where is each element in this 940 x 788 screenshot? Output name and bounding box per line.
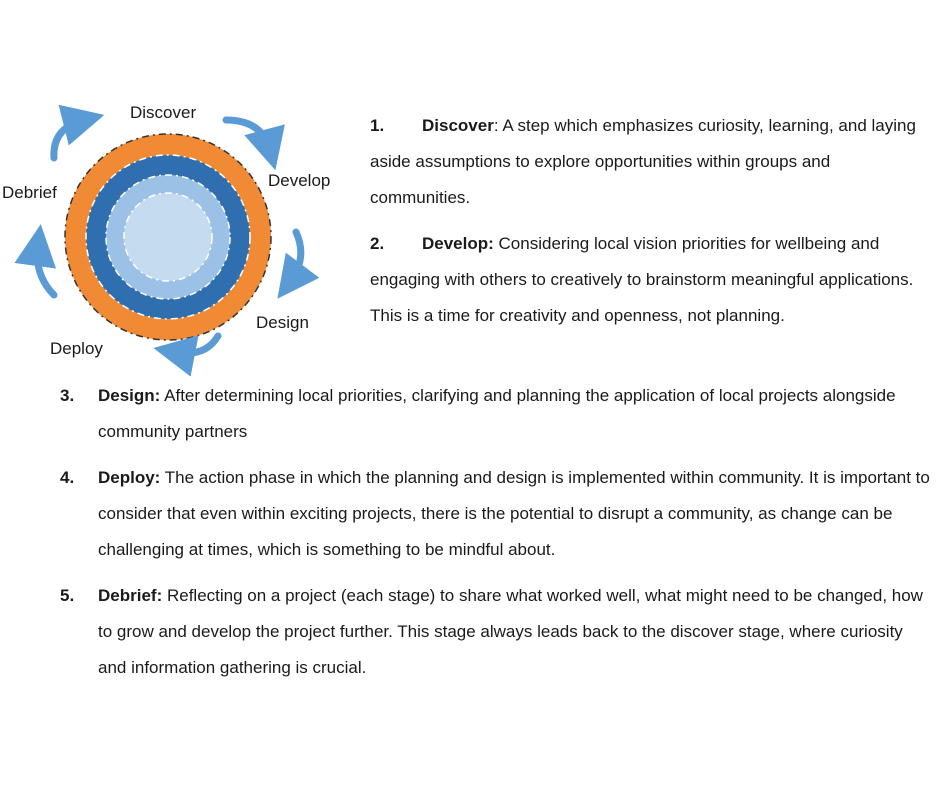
arrow-develop-design-icon	[290, 232, 301, 282]
step-term: Develop:	[422, 234, 494, 253]
stage-label-deploy: Deploy	[50, 339, 103, 358]
stage-label-design: Design	[256, 313, 309, 332]
step-separator: :	[493, 116, 499, 135]
step-term: Design:	[98, 386, 161, 405]
step-term: Debrief:	[98, 586, 163, 605]
step-description: The action phase in which the planning and design is implemented within community. It is important to consider that even within exciting projects, there is the potential to disrupt a community, as change can be challenging at times, which is something to be mindful about.	[98, 468, 930, 559]
step-description: Considering local vision priorities for wellbeing and engaging with others to creatively to brainstorm meaningful applications. This is a time for creativity and openness, not planning.	[370, 234, 914, 325]
steps-list-top	[370, 108, 930, 344]
cycle-diagram	[0, 90, 360, 380]
step-number: 2.	[370, 234, 385, 253]
stage-label-debrief: Debrief	[2, 183, 57, 202]
step-description: A step which emphasizes curiosity, learning, and laying aside assumptions to explore opportunities within groups and communities.	[370, 116, 916, 207]
steps-list-bottom	[60, 378, 930, 696]
step-item-develop	[370, 226, 930, 334]
step-description: After determining local priorities, clarifying and planning the application of local projects alongside community partners	[98, 386, 896, 441]
step-item-deploy	[60, 460, 930, 568]
step-term: Discover	[422, 116, 494, 135]
step-number: 4.	[60, 468, 75, 487]
step-item-design	[60, 378, 930, 450]
step-description: Reflecting on a project (each stage) to share what worked well, what might need to be changed, how to grow and develop the project further. This stage always leads back to the discover stage, where curiosity and information gathering is crucial.	[98, 586, 923, 677]
arrow-debrief-discover-icon	[54, 120, 84, 158]
arrow-deploy-debrief-icon	[37, 245, 54, 295]
step-term: Deploy:	[98, 468, 161, 487]
step-number: 5.	[60, 586, 75, 605]
step-number: 3.	[60, 386, 75, 405]
step-number: 1.	[370, 116, 385, 135]
center-circle	[124, 193, 212, 281]
step-item-debrief	[60, 578, 930, 686]
step-item-discover	[370, 108, 930, 216]
arrow-discover-develop-icon	[226, 120, 270, 150]
stage-label-discover: Discover	[130, 103, 197, 122]
stage-label-develop: Develop	[268, 171, 331, 190]
